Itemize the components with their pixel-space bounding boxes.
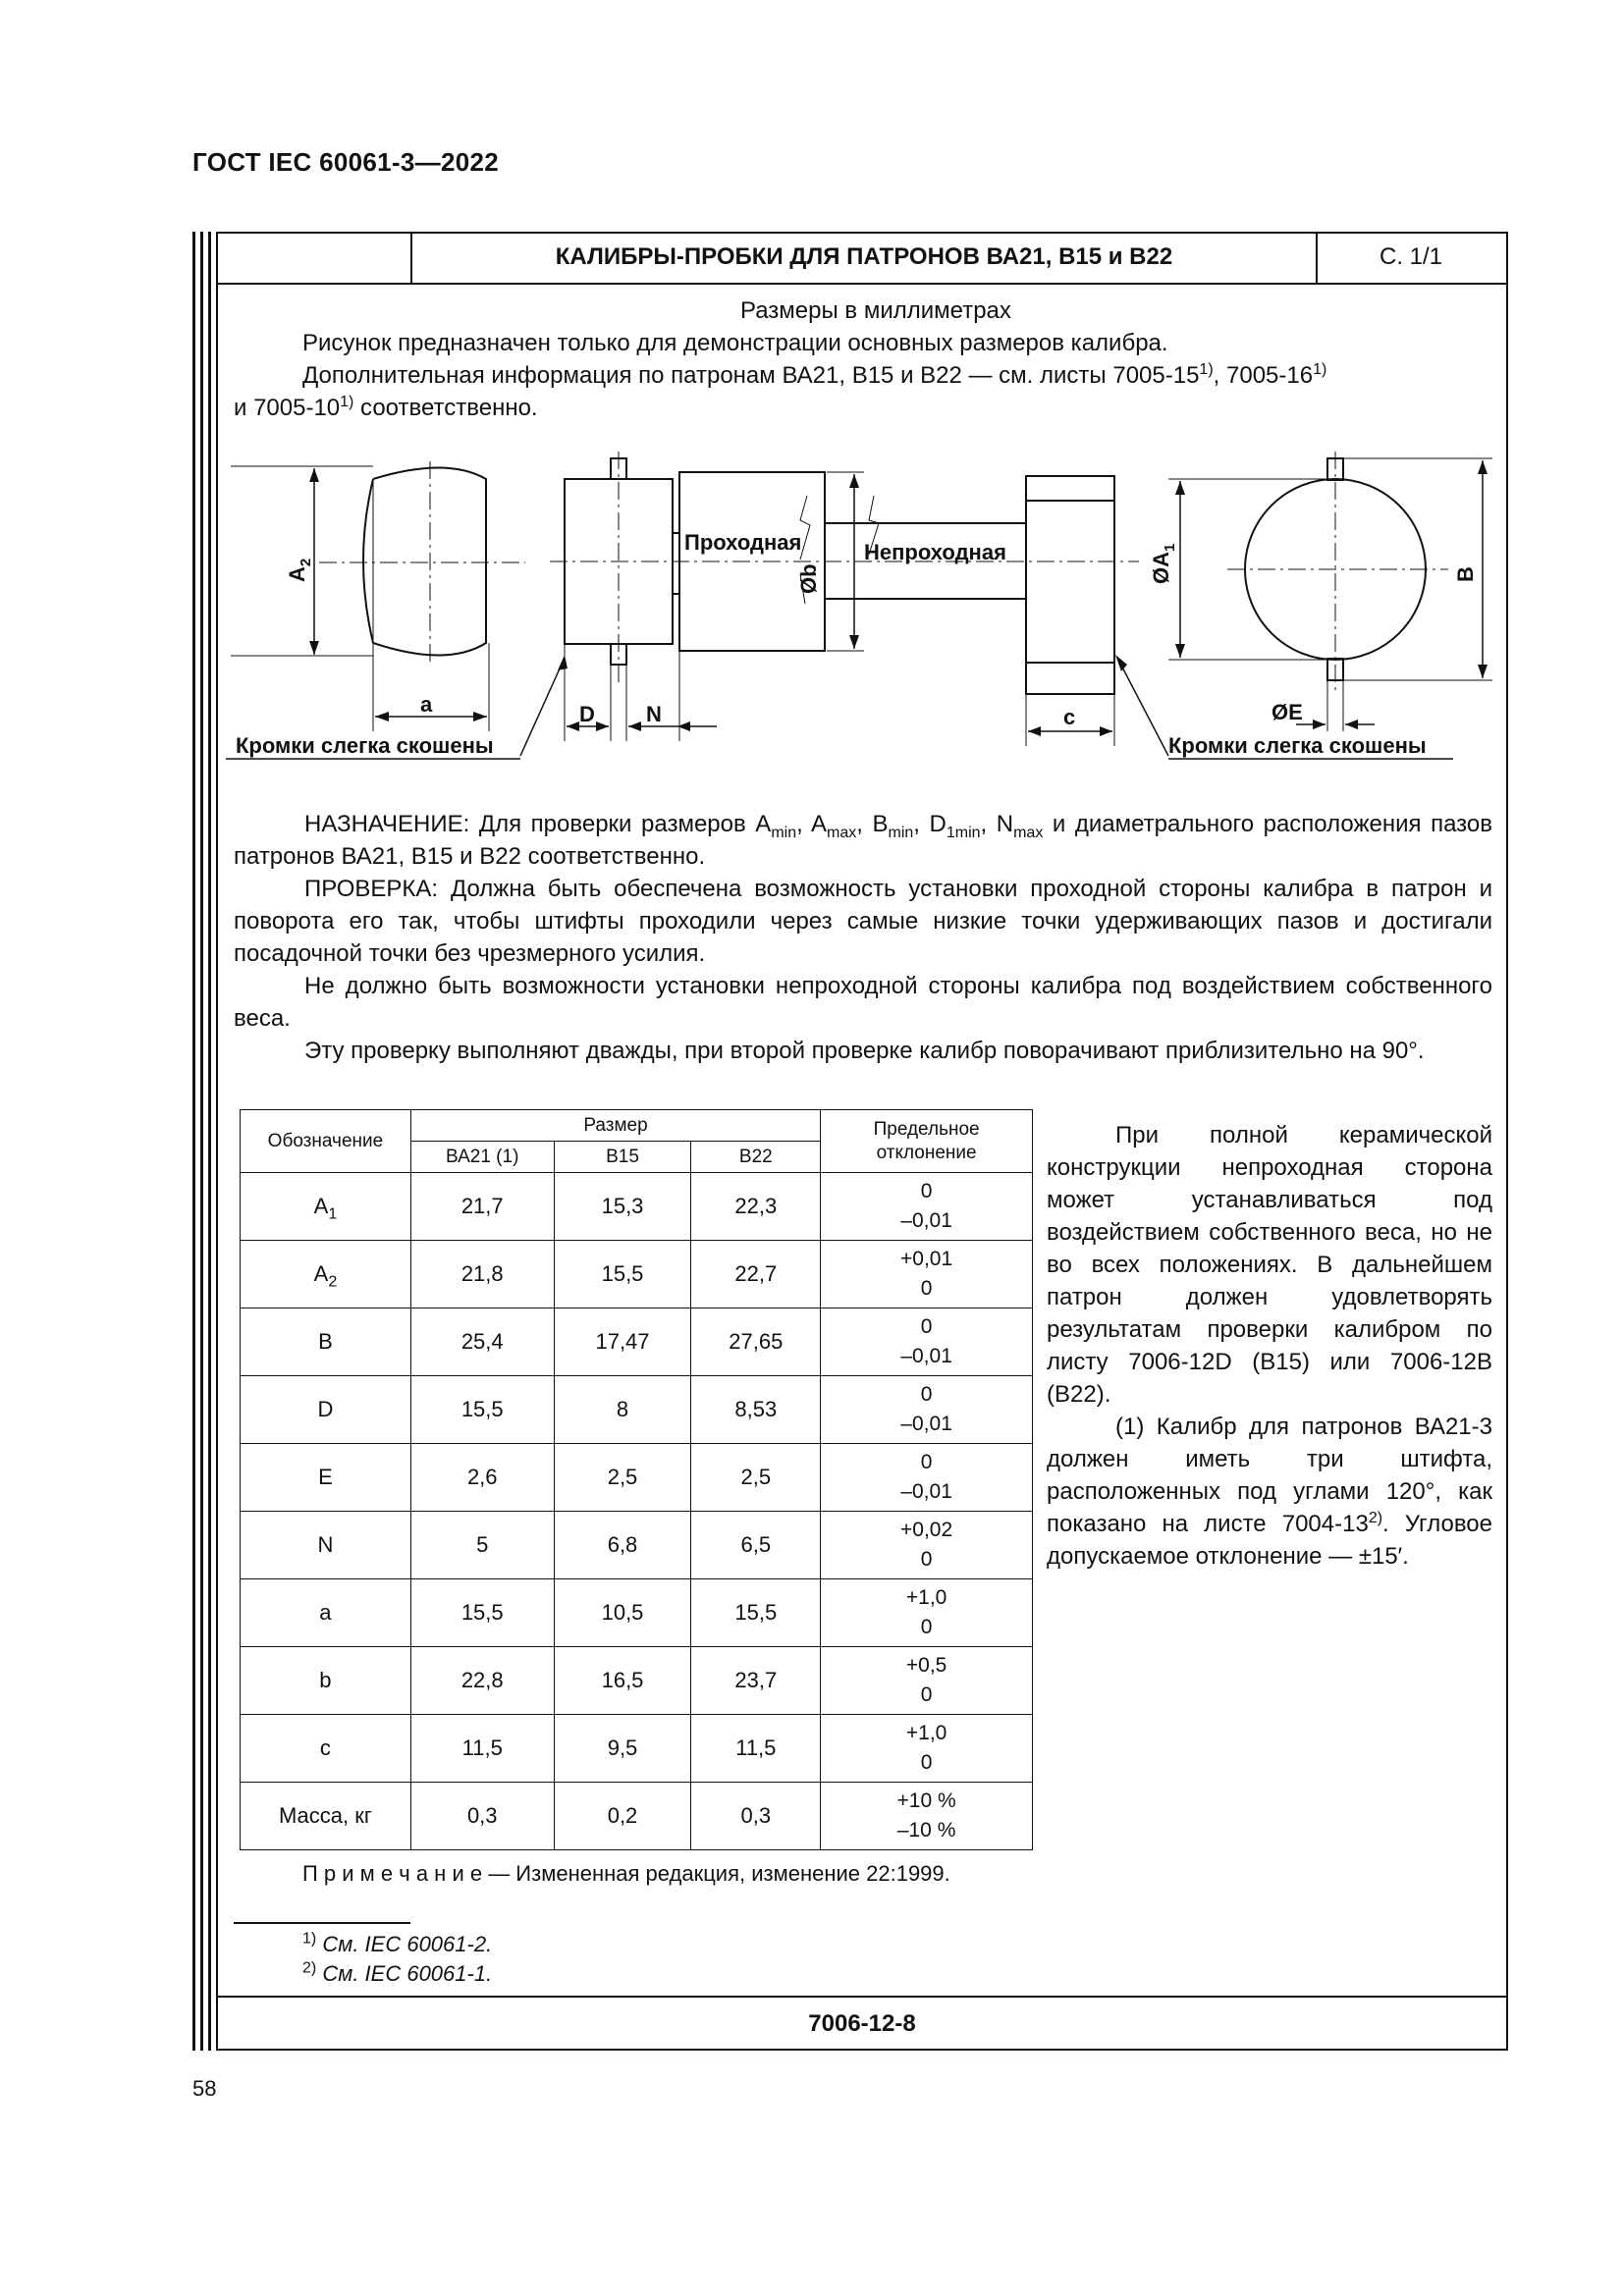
check-paragraph-2: Не должно быть возможности установки непроходной стороны калибра под воздействием собственного веса.: [234, 973, 1492, 1032]
page-number: 58: [192, 2076, 217, 2101]
label-c: c: [1063, 705, 1076, 729]
row-designation: N: [241, 1512, 411, 1579]
label-B: B: [1453, 566, 1478, 582]
row-value: 23,7: [691, 1647, 821, 1715]
label-A2: $A_2$: [285, 558, 314, 582]
table-row: [241, 1512, 1033, 1579]
row-tolerance: 0 –0,01: [821, 1308, 1033, 1376]
header-col-b15: В15: [554, 1142, 691, 1173]
label-D: D: [579, 702, 595, 726]
binding-line: [200, 232, 203, 2051]
row-value: 11,5: [691, 1715, 821, 1783]
row-value: 16,5: [554, 1647, 691, 1715]
row-value: 5: [410, 1512, 554, 1579]
table-row: [241, 1647, 1033, 1715]
row-tolerance: 0 –0,01: [821, 1173, 1033, 1241]
row-value: 0,3: [410, 1783, 554, 1850]
row-value: 8,53: [691, 1376, 821, 1444]
label-E: ØE: [1271, 700, 1303, 724]
row-value: 6,5: [691, 1512, 821, 1579]
table-row: [241, 1444, 1033, 1512]
row-designation: b: [241, 1647, 411, 1715]
row-value: 8: [554, 1376, 691, 1444]
header-col-ba21: ВА21 (1): [410, 1142, 554, 1173]
table-row: [241, 1376, 1033, 1444]
row-designation: c: [241, 1715, 411, 1783]
row-value: 15,5: [691, 1579, 821, 1647]
check-paragraph: ПРОВЕРКА: Должна быть обеспечена возможность установки проходной стороны калибра в патрон и поворота его так, чтобы штифты проходили через самые низкие точки удерживающих пазов и достигали посадочной точки без чрезмерного усилия.: [234, 876, 1492, 967]
purpose-paragraph: НАЗНАЧЕНИЕ: Для проверки размеров $A_{min}$, $A_{max}$, $B_{min}$, $D_{1min}$, $N_{max}$ и диаметрального расположения пазов патронов ВА21, В15 и В22 соответственно.: [234, 811, 1492, 870]
row-value: 15,5: [410, 1376, 554, 1444]
row-value: 21,7: [410, 1173, 554, 1241]
row-designation: $A_2$: [241, 1241, 411, 1308]
row-value: 22,3: [691, 1173, 821, 1241]
row-value: 6,8: [554, 1512, 691, 1579]
label-N: N: [646, 702, 662, 726]
row-value: 27,65: [691, 1308, 821, 1376]
table-row: [241, 1173, 1033, 1241]
row-value: 15,5: [554, 1241, 691, 1308]
row-designation: B: [241, 1308, 411, 1376]
binding-line: [208, 232, 211, 2051]
gauge-drawing: [226, 447, 1502, 780]
row-tolerance: +1,0 0: [821, 1715, 1033, 1783]
row-tolerance: 0 –0,01: [821, 1444, 1033, 1512]
row-value: 10,5: [554, 1579, 691, 1647]
sheet-code: 7006-12-8: [216, 1996, 1508, 2051]
row-designation: Масса, кг: [241, 1783, 411, 1850]
row-value: 17,47: [554, 1308, 691, 1376]
edges-note-left: Кромки слегка скошены: [236, 733, 494, 758]
label-A1: $ØA_1$: [1149, 543, 1178, 584]
header-tolerance: Предельное отклонение: [821, 1110, 1033, 1173]
sheet-title: КАЛИБРЫ-ПРОБКИ ДЛЯ ПАТРОНОВ ВА21, В15 и В22: [410, 232, 1318, 283]
row-designation: $A_1$: [241, 1173, 411, 1241]
title-row: [216, 232, 1508, 285]
side-paragraph-2: (1) Калибр для патронов ВА21-3 должен иметь три штифта, расположенных под углами 120°, как показано на листе 7004-13$^{2)}$. Угловое допускаемое отклонение — ±15′.: [1047, 1414, 1492, 1570]
row-tolerance: +1,0 0: [821, 1579, 1033, 1647]
row-value: 2,5: [691, 1444, 821, 1512]
row-value: 22,8: [410, 1647, 554, 1715]
table-row: [241, 1579, 1033, 1647]
row-tolerance: +0,02 0: [821, 1512, 1033, 1579]
row-value: 0,3: [691, 1783, 821, 1850]
footnote-2: $^{2)}$ См. IEC 60061-1.: [302, 1959, 493, 1986]
footnote-1: $^{1)}$ См. IEC 60061-2.: [302, 1930, 493, 1956]
row-value: 25,4: [410, 1308, 554, 1376]
row-designation: D: [241, 1376, 411, 1444]
document-standard: ГОСТ IEC 60061-3—2022: [192, 147, 499, 177]
label-nogo: Непроходная: [864, 540, 1006, 564]
row-value: 22,7: [691, 1241, 821, 1308]
table-note: П р и м е ч а н и е — Измененная редакция, изменение 22:1999.: [302, 1861, 950, 1886]
row-value: 9,5: [554, 1715, 691, 1783]
header-col-b22: В22: [691, 1142, 821, 1173]
sheet-number: С. 1/1: [1379, 243, 1443, 270]
row-value: 15,3: [554, 1173, 691, 1241]
table-row: [241, 1308, 1033, 1376]
row-value: 15,5: [410, 1579, 554, 1647]
label-a: a: [420, 692, 433, 717]
intro-line-1: Рисунок предназначен только для демонстрации основных размеров калибра.: [302, 330, 1168, 356]
footnote-separator: [234, 1922, 410, 1924]
header-designation: Обозначение: [241, 1110, 411, 1173]
row-value: 2,6: [410, 1444, 554, 1512]
header-size: Размер: [410, 1110, 820, 1142]
row-designation: E: [241, 1444, 411, 1512]
check-paragraph-3: Эту проверку выполняют дважды, при второй проверке калибр поворачивают приблизительно на 90°.: [304, 1038, 1425, 1064]
intro-line-3: и 7005-10$^{1)}$ соответственно.: [234, 394, 538, 421]
binding-line: [192, 232, 195, 2051]
dimensions-table: [240, 1109, 1033, 1850]
side-paragraph-1: При полной керамической конструкции непроходная сторона может устанавливаться под воздействием собственного веса, но не во всех положениях. В дальнейшем патрон должен удовлетворять результатам проверки калибром по листу 7006-12D (B15) или 7006-12B (B22).: [1047, 1122, 1492, 1408]
row-tolerance: 0 –0,01: [821, 1376, 1033, 1444]
label-b: Øb: [796, 563, 821, 594]
intro-line-2: Дополнительная информация по патронам ВА21, В15 и В22 — см. листы 7005-15$^{1)}$, 7005-16$^{1)}$: [302, 361, 1327, 389]
row-tolerance: +0,5 0: [821, 1647, 1033, 1715]
row-value: 21,8: [410, 1241, 554, 1308]
table-row: [241, 1715, 1033, 1783]
row-value: 0,2: [554, 1783, 691, 1850]
edges-note-right: Кромки слегка скошены: [1168, 733, 1427, 758]
row-value: 2,5: [554, 1444, 691, 1512]
units-note: Размеры в миллиметрах: [740, 297, 1011, 324]
table-row: [241, 1241, 1033, 1308]
row-value: 11,5: [410, 1715, 554, 1783]
table-row: [241, 1783, 1033, 1850]
row-designation: a: [241, 1579, 411, 1647]
label-go: Проходная: [684, 530, 802, 555]
row-tolerance: +0,01 0: [821, 1241, 1033, 1308]
row-tolerance: +10 % –10 %: [821, 1783, 1033, 1850]
